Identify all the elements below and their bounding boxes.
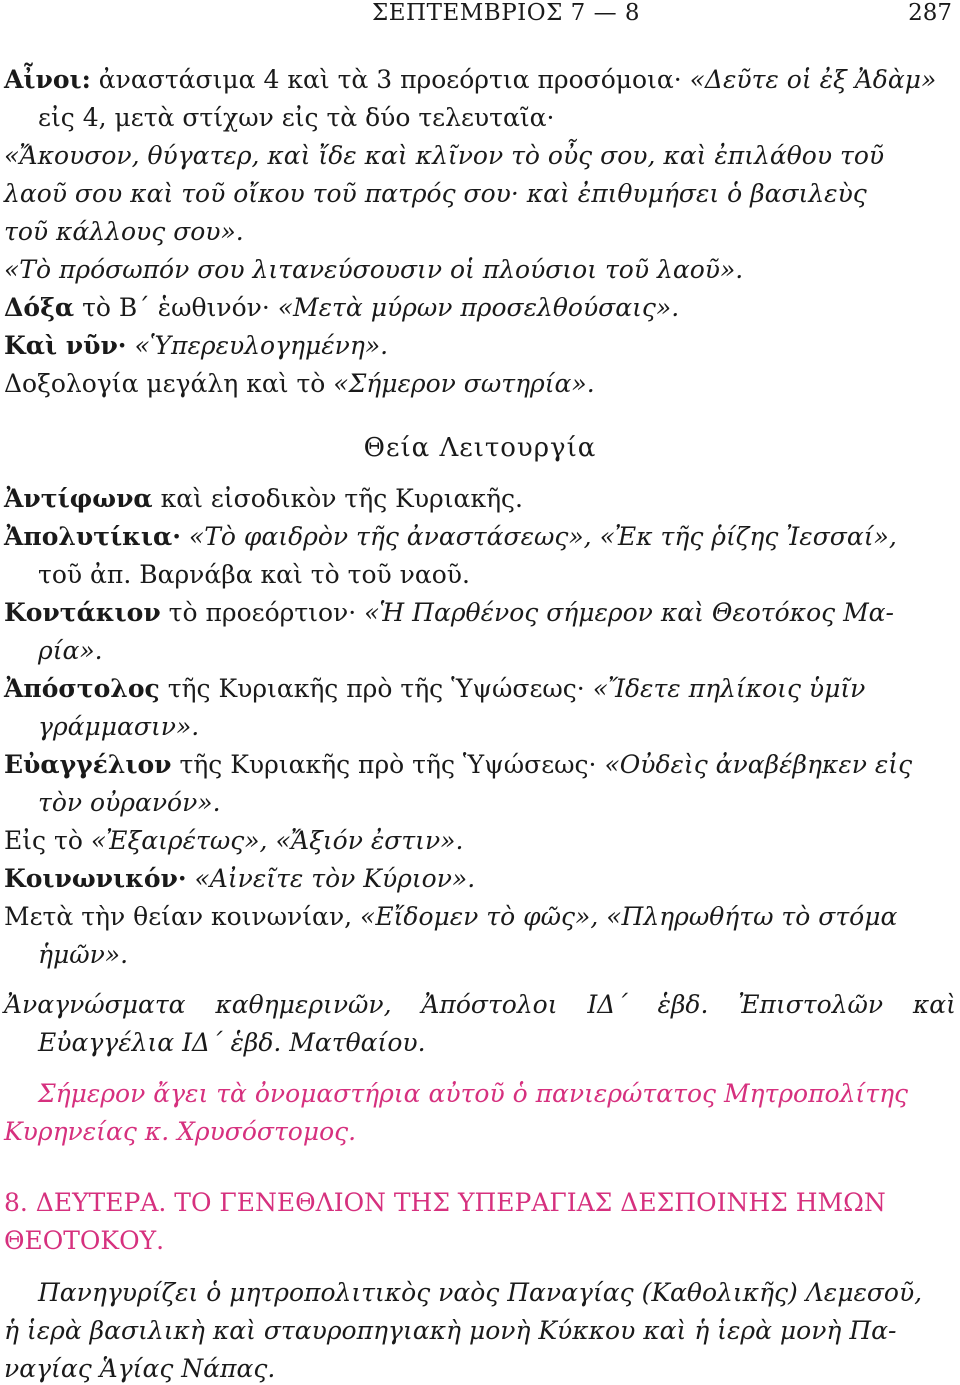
apolytikia-line-2: τοῦ ἀπ. Βαρνάβα καὶ τὸ τοῦ ναοῦ. [38, 560, 470, 589]
doxa-line [4, 295, 679, 320]
koinonikon-label: Κοινωνικόν· [4, 864, 187, 893]
meta-quote-2: «Πληρωθήτω τὸ στόμα [606, 902, 898, 931]
koinonikon-quote: «Αἰνεῖτε τὸν Κύριον». [194, 864, 476, 893]
anagnosmata-line [4, 992, 956, 1017]
ainoi-verse-3: τοῦ κάλλους σου». [4, 217, 244, 246]
ainoi-verse-4: «Τὸ πρόσωπόν σου λιτανεύσουσιν οἱ πλούσιοι τοῦ λαοῦ». [4, 255, 744, 284]
feast-heading-2: ΘΕΟΤΟΚΟΥ. [4, 1226, 165, 1255]
ainoi-line-1 [4, 67, 936, 92]
anagnosmata-word-2: καθημερινῶν, [215, 990, 392, 1019]
anagnosmata-word-7: καὶ [912, 990, 956, 1019]
panigyris-line-3: ναγίας Ἁγίας Νάπας. [4, 1354, 276, 1383]
evangelion-label: Εὐαγγέλιον [4, 750, 172, 779]
anagnosmata-word-3: Ἀπόστολοι [421, 990, 558, 1019]
panigyris-line-1: Πανηγυρίζει ὁ μητροπολιτικὸς ναὸς Παναγίας (Καθολικῆς) Λεμεσοῦ, [38, 1278, 923, 1307]
ainoi-line-2: εἰς 4, μετὰ στίχων εἰς τὰ δύο τελευταῖα· [38, 103, 555, 132]
apostolos-text: τῆς Κυριακῆς πρὸ τῆς Ὑψώσεως· [167, 674, 585, 703]
ainoi-verse-1: «Ἄκουσον, θύγατερ, καὶ ἴδε καὶ κλῖνον τὸ οὖς σου, καὶ ἐπιλάθου τοῦ [4, 141, 885, 170]
doxa-label: Δόξα [4, 293, 75, 322]
evangelion-text: τῆς Κυριακῆς πρὸ τῆς Ὑψώσεως· [179, 750, 597, 779]
eis-to-quote: «Ἐξαιρέτως», «Ἄξιόν ἐστιν». [90, 826, 464, 855]
ainoi-label: Αἶνοι: [4, 65, 91, 94]
doxologia-quote: «Σήμερον σωτηρία». [333, 369, 595, 398]
page-number: 287 [908, 0, 952, 26]
kontakion-line-2: ρία». [38, 636, 103, 665]
antiphona-line [4, 486, 523, 511]
anagnosmata-line-2: Εὐαγγέλια ΙΔ΄ ἑβδ. Ματθαίου. [38, 1028, 426, 1057]
kontakion-quote: «Ἡ Παρθένος σήμερον καὶ Θεοτόκος Μα- [364, 598, 895, 627]
evangelion-line-2: τὸν οὐρανόν». [38, 788, 221, 817]
name-day-note-1: Σήμερον ἄγει τὰ ὀνομαστήρια αὐτοῦ ὁ πανιερώτατος Μητροπολίτης [38, 1079, 909, 1108]
ainoi-quote: «Δεῦτε οἱ ἐξ Ἀδὰμ» [689, 65, 937, 94]
running-header: ΣΕΠΤΕΜΒΡΙΟΣ 7 — 8 [372, 0, 641, 26]
doxa-text: τὸ Β΄ ἑωθινόν· [82, 293, 270, 322]
kontakion-label: Κοντάκιον [4, 598, 161, 627]
anagnosmata-word-4: ΙΔ΄ [587, 990, 628, 1019]
apostolos-label: Ἀπόστολος [4, 674, 160, 703]
section-title: Θεία Λειτουργία [363, 433, 597, 463]
eis-to-line [4, 828, 463, 853]
ainoi-verse-2: λαοῦ σου καὶ τοῦ οἴκου τοῦ πατρός σου· καὶ ἐπιθυμήσει ὁ βασιλεὺς [4, 179, 867, 208]
panigyris-line-2: ἡ ἱερὰ βασιλικὴ καὶ σταυροπηγιακὴ μονὴ Κύκκου καὶ ἡ ἱερὰ μονὴ Πα- [4, 1316, 897, 1345]
anagnosmata-word-1: Ἀναγνώσματα [4, 990, 186, 1019]
koinonikon-line [4, 866, 475, 891]
evangelion-line [4, 752, 912, 777]
meta-quote-1: «Εἴδομεν τὸ φῶς», [360, 902, 599, 931]
ainoi-text: ἀναστάσιμα 4 καὶ τὰ 3 προεόρτια προσόμοια· [98, 65, 682, 94]
kai-nyn-quote: «Ὑπερευλογημένη». [134, 331, 389, 360]
apolytikia-quote-2: «Ἐκ τῆς ῥίζης Ἰεσσαί», [599, 522, 897, 551]
apolytikia-quote-1: «Τὸ φαιδρὸν τῆς ἀναστάσεως», [188, 522, 592, 551]
meta-line [4, 904, 897, 929]
eis-to-text: Εἰς τὸ [4, 826, 83, 855]
doxa-quote: «Μετὰ μύρων προσελθούσαις». [277, 293, 680, 322]
apostolos-line [4, 676, 865, 701]
apolytikia-line [4, 524, 897, 549]
evangelion-quote: «Οὐδεὶς ἀναβέβηκεν εἰς [604, 750, 913, 779]
kontakion-text: τὸ προεόρτιον· [168, 598, 357, 627]
doxologia-line [4, 371, 595, 396]
apostolos-quote: «Ἴδετε πηλίκοις ὑμῖν [592, 674, 866, 703]
apolytikia-label: Ἀπολυτίκια· [4, 522, 181, 551]
antiphona-label: Ἀντίφωνα [4, 484, 153, 513]
apostolos-line-2: γράμμασιν». [38, 712, 200, 741]
anagnosmata-word-5: ἑβδ. [657, 990, 709, 1019]
meta-text: Μετὰ τὴν θείαν κοινωνίαν, [4, 902, 353, 931]
meta-line-2: ἡμῶν». [38, 940, 129, 969]
antiphona-text: καὶ εἰσοδικὸν τῆς Κυριακῆς. [160, 484, 523, 513]
kai-nyn-label: Καὶ νῦν· [4, 331, 127, 360]
doxologia-text: Δοξολογία μεγάλη καὶ τὸ [4, 369, 326, 398]
kontakion-line [4, 600, 894, 625]
feast-heading-1: 8. ΔΕΥΤΕΡΑ. ΤΟ ΓΕΝΕΘΛΙΟΝ ΤΗΣ ΥΠΕΡΑΓΙΑΣ ΔΕΣΠΟΙΝΗΣ ΗΜΩΝ [4, 1188, 886, 1217]
anagnosmata-word-6: Ἐπιστολῶν [738, 990, 884, 1019]
kai-nyn-line [4, 333, 388, 358]
name-day-note-2: Κυρηνείας κ. Χρυσόστομος. [4, 1117, 357, 1146]
